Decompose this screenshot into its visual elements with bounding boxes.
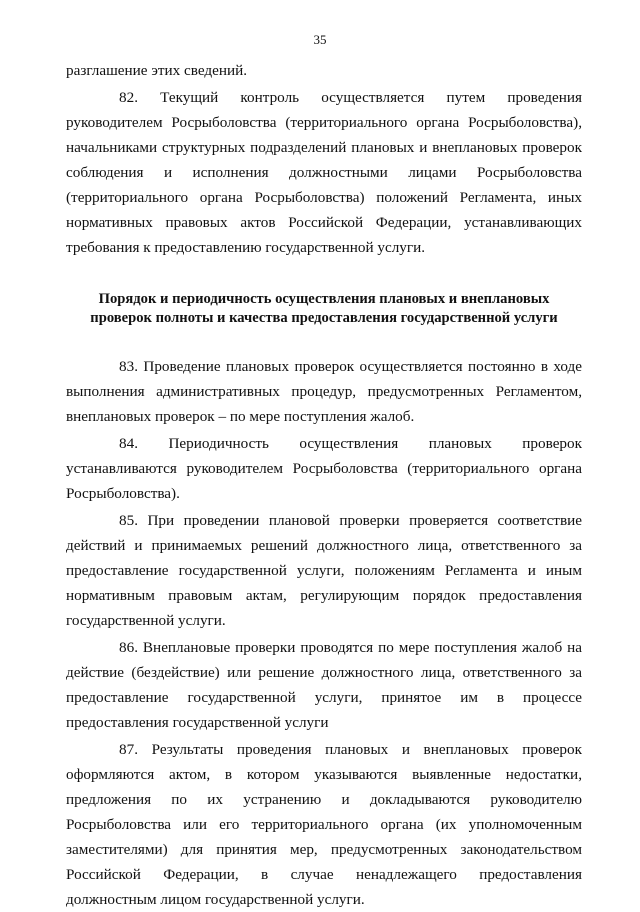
document-body	[66, 58, 582, 912]
paragraph-87: 87. Результаты проведения плановых и внеплановых проверок оформляются актом, в котором указываются выявленные недостатки, предложения по их устранению и докладываются руководителю Росрыболовства или его территориального органа (их уполномоченным заместителями) для принятия мер, предусмотренных законодательством Российской Федерации, в случае ненадлежащего предоставления должностным лицом государственной услуги.	[66, 741, 582, 908]
paragraph-85: 85. При проведении плановой проверки проверяется соответствие действий и принимаемых решений должностного лица, ответственного за предоставление государственной услуги, положениям Регламента и иным нормативным правовым актам, регулирующим порядок предоставления государственной услуги.	[66, 512, 582, 629]
page-number: 35	[313, 32, 327, 47]
section-heading: Порядок и периодичность осуществления плановых и внеплановых проверок полноты и качества предоставления государственной услуги	[90, 291, 558, 326]
paragraph-86: 86. Внеплановые проверки проводятся по мере поступления жалоб на действие (бездействие) или решение должностного лица, ответственного за предоставление государственной услуги, принятое им в процессе предоставления государственной услуги	[66, 639, 582, 731]
paragraph-84: 84. Периодичность осуществления плановых проверок устанавливаются руководителем Росрыболовства (территориального органа Росрыболовства).	[66, 435, 582, 502]
continuation-text: разглашение этих сведений.	[66, 62, 248, 79]
paragraph-83: 83. Проведение плановых проверок осуществляется постоянно в ходе выполнения административных процедур, предусмотренных Регламентом, внеплановых проверок – по мере поступления жалоб.	[66, 358, 582, 425]
paragraph-82: 82. Текущий контроль осуществляется путем проведения руководителем Росрыболовства (территориального органа Росрыболовства), начальниками структурных подразделений плановых и внеплановых проверок соблюдения и исполнения должностными лицами Росрыболовства (территориального органа Росрыболовства) положений Регламента, иных нормативных правовых актов Российской Федерации, устанавливающих требования к предоставлению государственной услуги.	[66, 89, 582, 256]
